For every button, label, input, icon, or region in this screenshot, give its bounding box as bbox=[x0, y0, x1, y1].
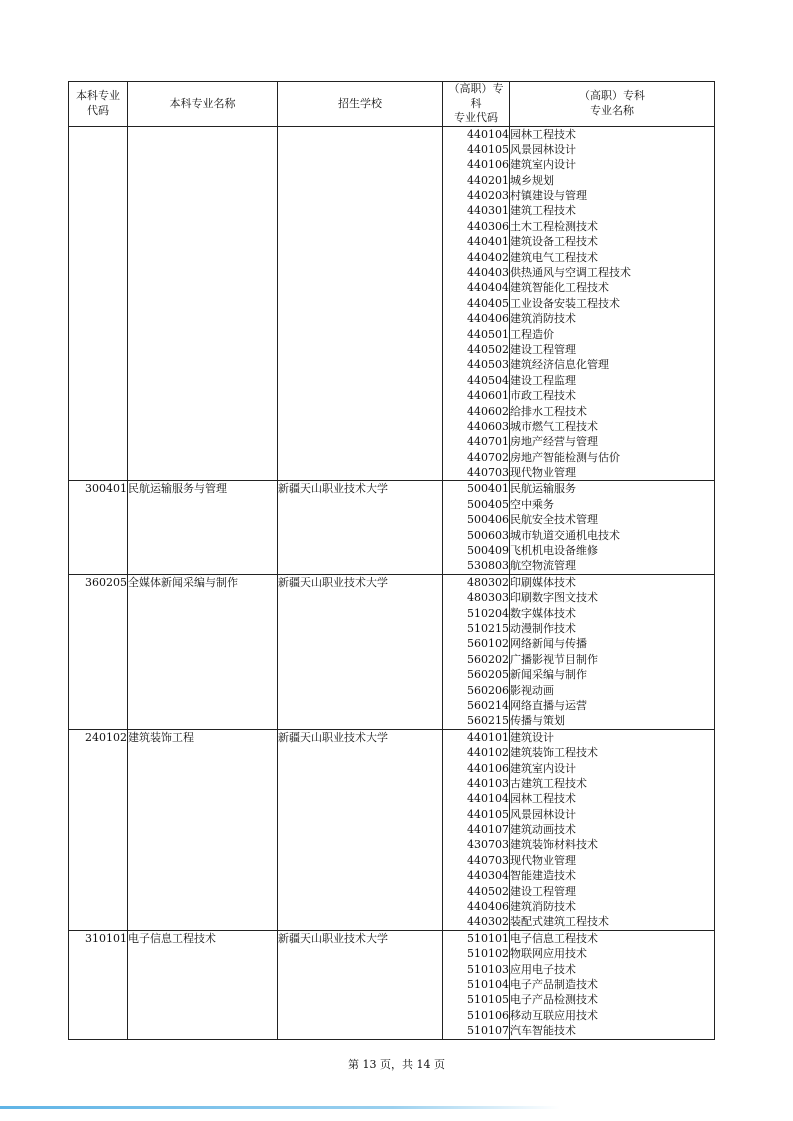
undergrad-code-cell bbox=[69, 574, 128, 729]
vocational-code-cell bbox=[443, 930, 510, 1039]
vocational-code: 510101 bbox=[467, 931, 509, 945]
vocational-code: 560205 bbox=[467, 668, 509, 682]
header-row bbox=[69, 82, 715, 127]
school-name: 新疆天山职业技术大学 bbox=[278, 730, 388, 744]
vocational-name: 房地产智能检测与估价 bbox=[510, 450, 620, 464]
vocational-code: 560215 bbox=[467, 714, 509, 728]
vocational-code: 440502 bbox=[467, 884, 509, 898]
vocational-code: 440602 bbox=[467, 404, 509, 418]
vocational-code-cell bbox=[443, 574, 510, 729]
vocational-name: 建筑装饰材料技术 bbox=[510, 838, 598, 852]
vocational-name: 民航运输服务 bbox=[510, 482, 576, 496]
table-row bbox=[69, 574, 715, 729]
school-cell bbox=[278, 574, 443, 729]
vocational-code: 560206 bbox=[467, 683, 509, 697]
school-cell bbox=[278, 729, 443, 930]
vocational-code: 440406 bbox=[467, 312, 509, 326]
vocational-code: 440501 bbox=[467, 327, 509, 341]
vocational-code: 530803 bbox=[467, 559, 509, 573]
header-vocational-name: （高职）专科 专业名称 bbox=[510, 82, 715, 127]
vocational-code: 430703 bbox=[467, 838, 509, 852]
vocational-code: 480303 bbox=[467, 591, 509, 605]
vocational-name: 给排水工程技术 bbox=[510, 404, 587, 418]
vocational-name: 建筑设计 bbox=[510, 730, 554, 744]
vocational-name: 园林工程技术 bbox=[510, 127, 576, 141]
vocational-code: 440102 bbox=[467, 746, 509, 760]
vocational-code: 500406 bbox=[467, 513, 509, 527]
undergrad-name-cell bbox=[128, 930, 278, 1039]
decorative-bottom-line bbox=[0, 1106, 560, 1109]
vocational-name: 电子产品检测技术 bbox=[510, 993, 598, 1007]
vocational-name: 航空物流管理 bbox=[510, 559, 576, 573]
vocational-name: 城乡规划 bbox=[510, 173, 554, 187]
vocational-code: 440701 bbox=[467, 435, 509, 449]
vocational-name: 建筑设备工程技术 bbox=[510, 235, 598, 249]
vocational-code: 510104 bbox=[467, 977, 509, 991]
vocational-code: 440601 bbox=[467, 389, 509, 403]
vocational-name: 建筑消防技术 bbox=[510, 312, 576, 326]
vocational-name: 应用电子技术 bbox=[510, 962, 576, 976]
vocational-code: 440405 bbox=[467, 296, 509, 310]
vocational-code: 480302 bbox=[467, 575, 509, 589]
vocational-name: 物联网应用技术 bbox=[510, 947, 587, 961]
vocational-name: 村镇建设与管理 bbox=[510, 189, 587, 203]
vocational-code: 510204 bbox=[467, 606, 509, 620]
undergrad-code: 360205 bbox=[85, 575, 127, 589]
vocational-name: 电子产品制造技术 bbox=[510, 977, 598, 991]
vocational-name: 移动互联应用技术 bbox=[510, 1008, 598, 1022]
school-name bbox=[278, 127, 442, 142]
vocational-name: 建筑工程技术 bbox=[510, 204, 576, 218]
vocational-code-cell bbox=[443, 481, 510, 574]
undergrad-name: 民航运输服务与管理 bbox=[128, 482, 227, 496]
vocational-name: 工程造价 bbox=[510, 327, 554, 341]
vocational-code: 440103 bbox=[467, 776, 509, 790]
vocational-code: 440703 bbox=[467, 466, 509, 480]
vocational-code-cell bbox=[443, 126, 510, 481]
vocational-code: 500405 bbox=[467, 497, 509, 511]
header-vocational-code: （高职）专科 专业代码 bbox=[443, 82, 510, 127]
vocational-name: 数字媒体技术 bbox=[510, 606, 576, 620]
undergrad-name-cell bbox=[128, 481, 278, 574]
school-name: 新疆天山职业技术大学 bbox=[278, 931, 388, 945]
vocational-name: 网络新闻与传播 bbox=[510, 637, 587, 651]
vocational-code: 440105 bbox=[467, 807, 509, 821]
vocational-name: 供热通风与空调工程技术 bbox=[510, 266, 631, 280]
vocational-name: 市政工程技术 bbox=[510, 389, 576, 403]
vocational-name-cell bbox=[510, 481, 715, 574]
undergrad-name-cell bbox=[128, 126, 278, 481]
vocational-name: 建筑室内设计 bbox=[510, 158, 576, 172]
vocational-code: 440107 bbox=[467, 823, 509, 837]
vocational-name: 工业设备安装工程技术 bbox=[510, 296, 620, 310]
vocational-name-cell bbox=[510, 930, 715, 1039]
school-name: 新疆天山职业技术大学 bbox=[278, 575, 388, 589]
vocational-code: 440106 bbox=[467, 158, 509, 172]
vocational-name: 民航安全技术管理 bbox=[510, 513, 598, 527]
school-name: 新疆天山职业技术大学 bbox=[278, 482, 388, 496]
undergrad-name-cell bbox=[128, 729, 278, 930]
major-table bbox=[68, 81, 715, 1040]
page-number: 第 13 页，共 14 页 bbox=[348, 1058, 445, 1071]
vocational-code: 440105 bbox=[467, 142, 509, 156]
vocational-code: 500401 bbox=[467, 482, 509, 496]
vocational-name: 古建筑工程技术 bbox=[510, 776, 587, 790]
undergrad-code: 240102 bbox=[85, 730, 127, 744]
vocational-code: 440306 bbox=[467, 219, 509, 233]
vocational-name: 建筑智能化工程技术 bbox=[510, 281, 609, 295]
vocational-code: 440302 bbox=[467, 915, 509, 929]
vocational-code: 440406 bbox=[467, 900, 509, 914]
vocational-code-cell bbox=[443, 729, 510, 930]
vocational-code: 440502 bbox=[467, 342, 509, 356]
vocational-name: 汽车智能技术 bbox=[510, 1024, 576, 1038]
vocational-code: 440304 bbox=[467, 869, 509, 883]
vocational-code: 440106 bbox=[467, 761, 509, 775]
undergrad-code: 310101 bbox=[85, 931, 127, 945]
vocational-name: 电子信息工程技术 bbox=[510, 931, 598, 945]
vocational-name: 建筑经济信息化管理 bbox=[510, 358, 609, 372]
vocational-name: 印刷媒体技术 bbox=[510, 575, 576, 589]
header-undergrad-name: 本科专业名称 bbox=[128, 82, 278, 127]
vocational-name: 城市轨道交通机电技术 bbox=[510, 528, 620, 542]
vocational-name: 现代物业管理 bbox=[510, 466, 576, 480]
vocational-code: 440301 bbox=[467, 204, 509, 218]
school-cell bbox=[278, 930, 443, 1039]
vocational-code: 440702 bbox=[467, 450, 509, 464]
vocational-code: 440203 bbox=[467, 189, 509, 203]
undergrad-code bbox=[69, 127, 127, 142]
vocational-code: 440404 bbox=[467, 281, 509, 295]
vocational-code: 560202 bbox=[467, 652, 509, 666]
undergrad-code-cell bbox=[69, 481, 128, 574]
vocational-name: 建设工程管理 bbox=[510, 342, 576, 356]
vocational-name: 建筑装饰工程技术 bbox=[510, 746, 598, 760]
table-body bbox=[69, 126, 715, 1039]
school-cell bbox=[278, 126, 443, 481]
vocational-code: 510106 bbox=[467, 1008, 509, 1022]
undergrad-code: 300401 bbox=[85, 482, 127, 496]
vocational-code: 440402 bbox=[467, 250, 509, 264]
vocational-name-cell bbox=[510, 126, 715, 481]
vocational-code: 560102 bbox=[467, 637, 509, 651]
vocational-name: 装配式建筑工程技术 bbox=[510, 915, 609, 929]
undergrad-code-cell bbox=[69, 126, 128, 481]
vocational-code: 440503 bbox=[467, 358, 509, 372]
vocational-name: 风景园林设计 bbox=[510, 807, 576, 821]
vocational-code: 440401 bbox=[467, 235, 509, 249]
vocational-code: 510107 bbox=[467, 1024, 509, 1038]
header-undergrad-code: 本科专业 代码 bbox=[69, 82, 128, 127]
vocational-name: 空中乘务 bbox=[510, 497, 554, 511]
table-row bbox=[69, 930, 715, 1039]
table-row bbox=[69, 126, 715, 481]
undergrad-name: 全媒体新闻采编与制作 bbox=[128, 575, 238, 589]
vocational-name: 建筑动画技术 bbox=[510, 823, 576, 837]
vocational-name: 建设工程监理 bbox=[510, 373, 576, 387]
vocational-name: 广播影视节目制作 bbox=[510, 652, 598, 666]
vocational-name: 动漫制作技术 bbox=[510, 622, 576, 635]
table-row bbox=[69, 729, 715, 930]
vocational-code: 510215 bbox=[467, 622, 509, 635]
vocational-name: 房地产经营与管理 bbox=[510, 435, 598, 449]
vocational-name: 城市燃气工程技术 bbox=[510, 419, 598, 433]
vocational-name: 影视动画 bbox=[510, 683, 554, 697]
table-row bbox=[69, 481, 715, 574]
vocational-code: 440201 bbox=[467, 173, 509, 187]
vocational-code: 440101 bbox=[467, 730, 509, 744]
undergrad-name: 建筑装饰工程 bbox=[128, 730, 194, 744]
vocational-name: 传播与策划 bbox=[510, 714, 565, 728]
vocational-name: 土木工程检测技术 bbox=[510, 219, 598, 233]
vocational-code: 440504 bbox=[467, 373, 509, 387]
vocational-code: 440603 bbox=[467, 419, 509, 433]
vocational-name: 风景园林设计 bbox=[510, 142, 576, 156]
vocational-name: 现代物业管理 bbox=[510, 853, 576, 867]
vocational-code: 500603 bbox=[467, 528, 509, 542]
vocational-name: 园林工程技术 bbox=[510, 792, 576, 806]
vocational-code: 440104 bbox=[467, 792, 509, 806]
undergrad-code-cell bbox=[69, 930, 128, 1039]
vocational-name: 建设工程管理 bbox=[510, 884, 576, 898]
vocational-name: 印刷数字图文技术 bbox=[510, 591, 598, 605]
vocational-name-cell bbox=[510, 729, 715, 930]
vocational-name: 飞机机电设备维修 bbox=[510, 544, 598, 558]
vocational-name: 建筑室内设计 bbox=[510, 761, 576, 775]
vocational-name: 新闻采编与制作 bbox=[510, 668, 587, 682]
vocational-code: 560214 bbox=[467, 698, 509, 712]
vocational-code: 440403 bbox=[467, 266, 509, 280]
vocational-name: 建筑电气工程技术 bbox=[510, 250, 598, 264]
vocational-code: 440703 bbox=[467, 853, 509, 867]
undergrad-code-cell bbox=[69, 729, 128, 930]
vocational-name: 智能建造技术 bbox=[510, 869, 576, 883]
vocational-name: 网络直播与运营 bbox=[510, 698, 587, 712]
school-cell bbox=[278, 481, 443, 574]
undergrad-name-cell bbox=[128, 574, 278, 729]
vocational-code: 500409 bbox=[467, 544, 509, 558]
vocational-code: 510102 bbox=[467, 947, 509, 961]
vocational-name-cell bbox=[510, 574, 715, 729]
undergrad-name bbox=[128, 127, 277, 142]
vocational-name: 建筑消防技术 bbox=[510, 900, 576, 914]
header-school: 招生学校 bbox=[278, 82, 443, 127]
vocational-code: 510103 bbox=[467, 962, 509, 976]
undergrad-name: 电子信息工程技术 bbox=[128, 931, 216, 945]
vocational-code: 440104 bbox=[467, 127, 509, 141]
vocational-code: 510105 bbox=[467, 993, 509, 1007]
